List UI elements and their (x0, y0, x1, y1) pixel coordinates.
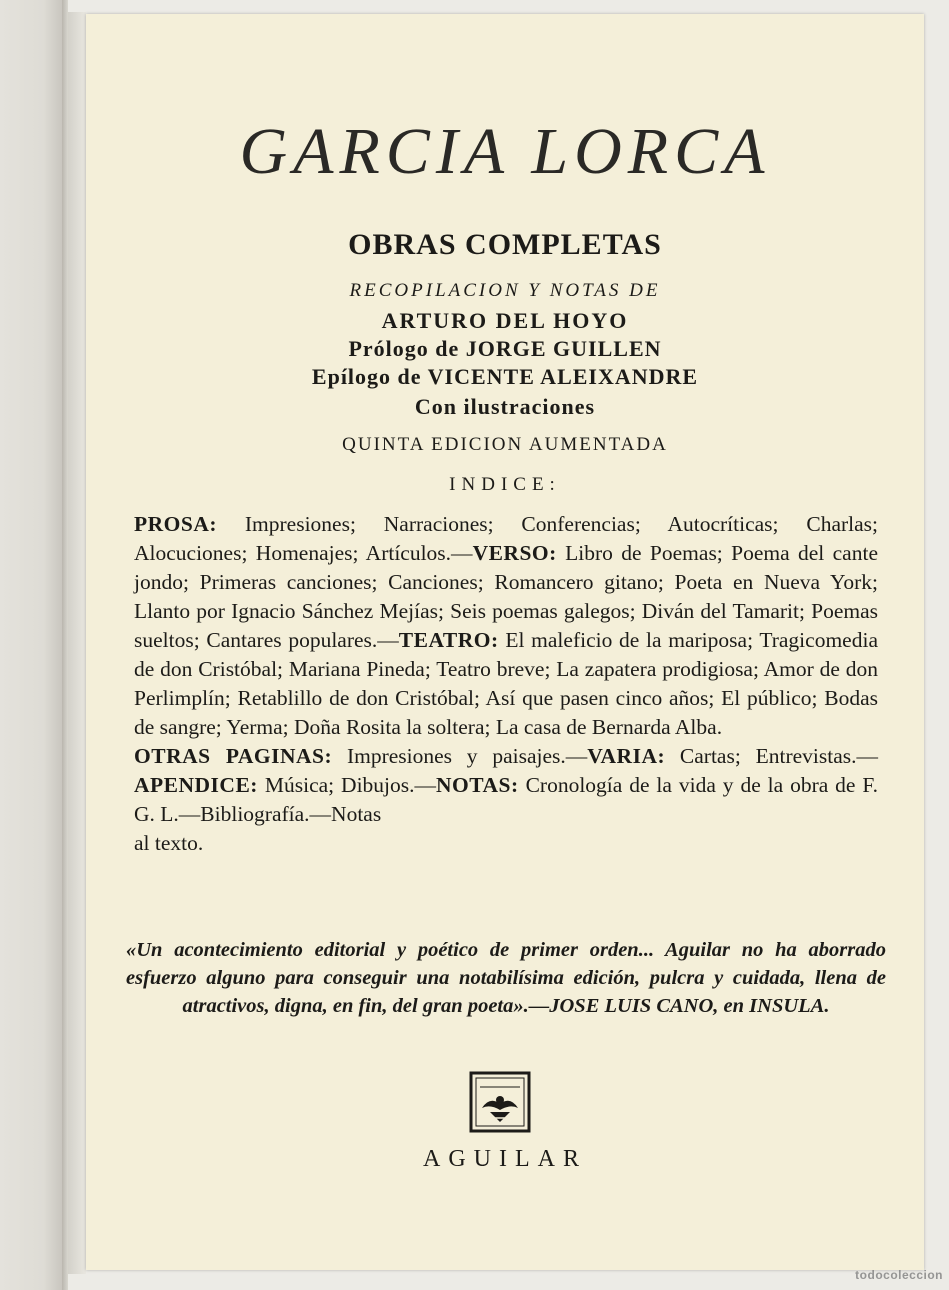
page-subtitle: OBRAS COMPLETAS (348, 228, 662, 261)
section-label-notas: NOTAS: (436, 773, 519, 797)
section-text-teatro: El maleficio de la mariposa; Tragicomedia de don Cristóbal; Mariana Pineda; Teatro breve; La zapatera prodigiosa; Amor de don Perlimplín; Retablillo de don Cristóbal; Así que pasen cinco años; El público; Bodas de sangre; Yerma; Doña Rosita la soltera; La casa de Bernarda Alba. (134, 628, 878, 739)
epilogo-line: Epílogo de VICENTE ALEIXANDRE (311, 364, 699, 389)
prologo-line: Prólogo de JORGE GUILLEN (348, 336, 662, 361)
section-label-varia: VARIA: (587, 744, 666, 768)
publisher-name: AGUILAR (423, 1146, 587, 1172)
page-title: GARCIA LORCA (239, 115, 771, 188)
recopilacion-line: RECOPILACION Y NOTAS DE (349, 280, 661, 301)
editor-name: ARTURO DEL HOYO (381, 308, 629, 333)
section-label-teatro: TEATRO: (398, 628, 499, 652)
background-surface (0, 0, 62, 1290)
section-text-apendice: Música; Dibujos.— (257, 773, 437, 797)
ilustraciones-line: Con ilustraciones (414, 394, 596, 419)
section-label-apendice: APENDICE: (134, 773, 258, 797)
publisher-logo-icon (468, 1070, 532, 1134)
edition-line: QUINTA EDICION AUMENTADA (342, 434, 668, 455)
section-label-otras-paginas: OTRAS PAGINAS: (134, 744, 333, 768)
section-label-prosa: PROSA: (134, 512, 218, 536)
section-text-varia: Cartas; Entrevistas.— (665, 744, 878, 768)
index-last-line: al texto. (134, 831, 204, 855)
book-page (86, 14, 924, 1270)
press-quote: «Un acontecimiento editorial y poético de primer orden... Aguilar no ha aborrado esfuerzo alguno para conseguir una notabilísima edición, pulcra y cuidada, llena de atractivos, digna, en fin, del gran poeta».—JOSE LUIS CANO, en INSULA. (126, 939, 886, 1017)
section-label-verso: VERSO: (472, 541, 557, 565)
page-content (86, 14, 924, 1270)
watermark: todocoleccion (855, 1268, 943, 1282)
page-fold-shadow (68, 12, 86, 1274)
section-text-prosa: Impresiones; Narraciones; Conferencias; Autocríticas; Charlas; Alocuciones; Homenajes; Artículos.— (134, 512, 878, 565)
index-contents (134, 510, 878, 858)
section-text-notas: Cronología de la vida y de la obra de F. G. L.—Bibliografía.—Notas (134, 773, 878, 826)
section-text-otras-paginas: Impresiones y paisajes.— (332, 744, 588, 768)
index-heading: INDICE: (449, 474, 561, 495)
section-text-verso: Libro de Poemas; Poema del cante jondo; Primeras canciones; Canciones; Romancero gitano; Poeta en Nueva York; Llanto por Ignacio Sánchez Mejías; Seis poemas galegos; Diván del Tamarit; Poemas sueltos; Cantares populares.— (134, 541, 878, 652)
